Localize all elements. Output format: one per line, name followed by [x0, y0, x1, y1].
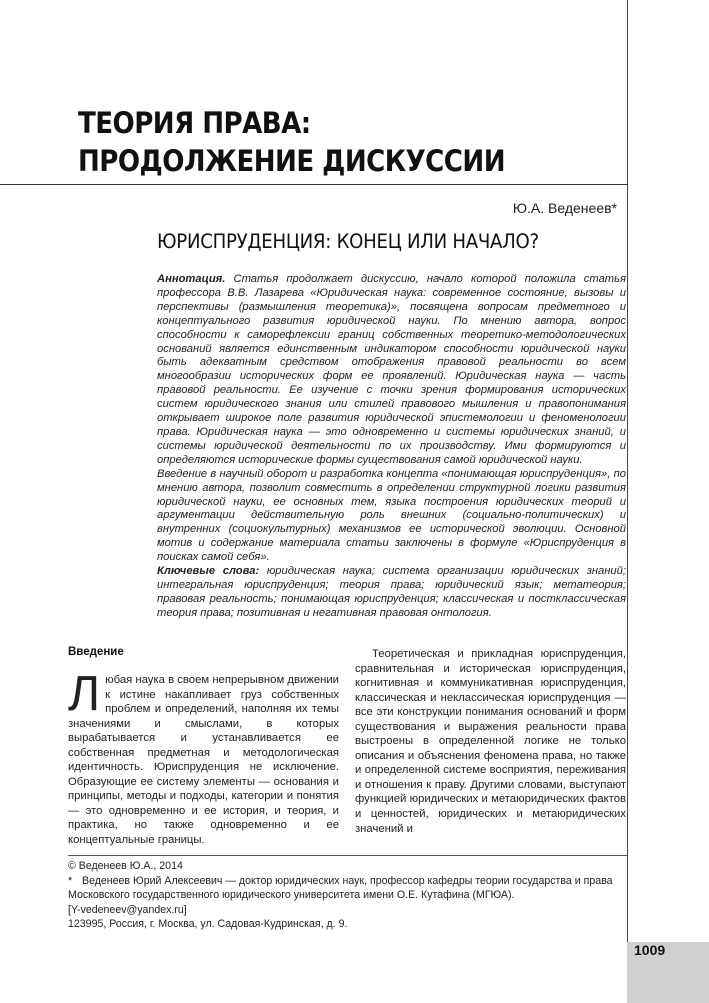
abstract: [157, 273, 626, 621]
section-title-line-1: ТЕОРИЯ ПРАВА:: [78, 106, 311, 140]
author-name: Ю.А. Веденеев*: [512, 200, 617, 216]
drop-cap: Л: [68, 667, 101, 721]
intro-heading: Введение: [68, 646, 124, 658]
author-footnote: [68, 874, 626, 903]
footnotes: [68, 859, 626, 932]
intro-paragraph: [68, 667, 339, 848]
body-column-right: [355, 647, 626, 836]
title-divider: [0, 184, 628, 185]
author-email: [Y-vedeneev@yandex.ru]: [68, 903, 187, 916]
keywords-text: юридическая наука; система организации юридических знаний; интегральная юриспруденция; теория права; юридический язык; метатеория; правовая реальность; понимающая юриспруденция; классическая и постклассическая теория права; позитивная и негативная правовая онтология.: [157, 565, 626, 619]
abstract-paragraph-2: Введение в научный оборот и разработка концепта «понимающая юриспруденция», по мнению автора, позволит совместить в определении структурной логики развития юридической науки, ее основных тем, языка построения юридических теорий и аргументации действительную роль внешних (социально-политических) и внутренних (социокультурных) механизмов ее исторической эволюции. Основной мотив и содержание материала статьи заключены в формуле «Юриспруденция в поисках самой себя».: [157, 467, 626, 564]
margin-rule: [627, 0, 628, 1003]
keywords: [157, 565, 626, 621]
abstract-label: Аннотация.: [157, 273, 226, 285]
section-title: [78, 104, 546, 180]
intro-text: юбая наука в своем непрерывном движении к истине накапливает груз собственных проблем и определений, наполняя их темы значениями и смыслами, в которых вырабатывается и устанавливается ее собственная предметная и методологическая идентичность. Юриспруденция не исключение. Образующие ее систему элементы — основания и принципы, методы и подходы, категории и понятия — это одновременно и ее история, и теория, и практика, но также одновременно и ее концептуальные границы.: [68, 674, 339, 847]
abstract-text: Статья продолжает дискуссию, начало которой положила статья профессора В.В. Лазарева «Юридическая наука: современное состояние, вызовы и перспективы (размышления теоретика)», посвящена вопросам предметного и концептуального развития юридической науки. По мнению автора, вопрос способности к саморефлексии границ собственных теоретико-методологических оснований является единственным индикатором способности юридической науки быть адекватным средством отображения правовой реальности во всем многообразии исторических форм ее проявлений. Юридическая наука — часть правовой реальности. Ее изучение с точки зрения формирования исторических систем юридического знания или стилей правового мышления и правопонимания открывает широкое поле развития юридической эпистемологии и феноменологии права. Юридическая наука — это одновременно и системы юридических знаний, и системы юридической деятельности по их производству. Ими формируются и определяются исторические формы существования самой юридической науки.: [157, 273, 626, 466]
footnote-mark: *: [68, 874, 73, 887]
footnote-divider: [68, 855, 628, 856]
keywords-label: Ключевые слова:: [157, 565, 260, 578]
body-paragraph: Теоретическая и прикладная юриспруденция, сравнительная и историческая юриспруденция, когнитивная и коммуникативная юриспруденция, классическая и неклассическая юриспруденция — все эти конструкции понимания оснований и форм существования и выражения реальности права выстроены в определенной логике не только описания и объяснения феномена права, но также и определенной системе восприятия, переживания и отношения к праву. Другими словами, выступают функцией юридических и метаюридических фактов и ценностей, юридических и метаюридических значений и: [355, 648, 626, 835]
body-column-left: [68, 667, 339, 848]
article-title: ЮРИСПРУДЕНЦИЯ: КОНЕЦ ИЛИ НАЧАЛО?: [157, 230, 539, 253]
author-address: 123995, Россия, г. Москва, ул. Садовая-Кудринская, д. 9.: [68, 918, 348, 931]
section-title-line-2: ПРОДОЛЖЕНИЕ ДИСКУССИИ: [78, 144, 506, 178]
abstract-paragraph: [157, 273, 626, 468]
author-footnote-text: Веденеев Юрий Алексеевич — доктор юридических наук, профессор кафедры теории государства и права Московского государственного юридического университета имени О.Е. Кутафина (МГЮА).: [68, 874, 613, 902]
copyright-line: © Веденеев Ю.А., 2014: [68, 860, 183, 872]
page-number: 1009: [634, 942, 666, 958]
